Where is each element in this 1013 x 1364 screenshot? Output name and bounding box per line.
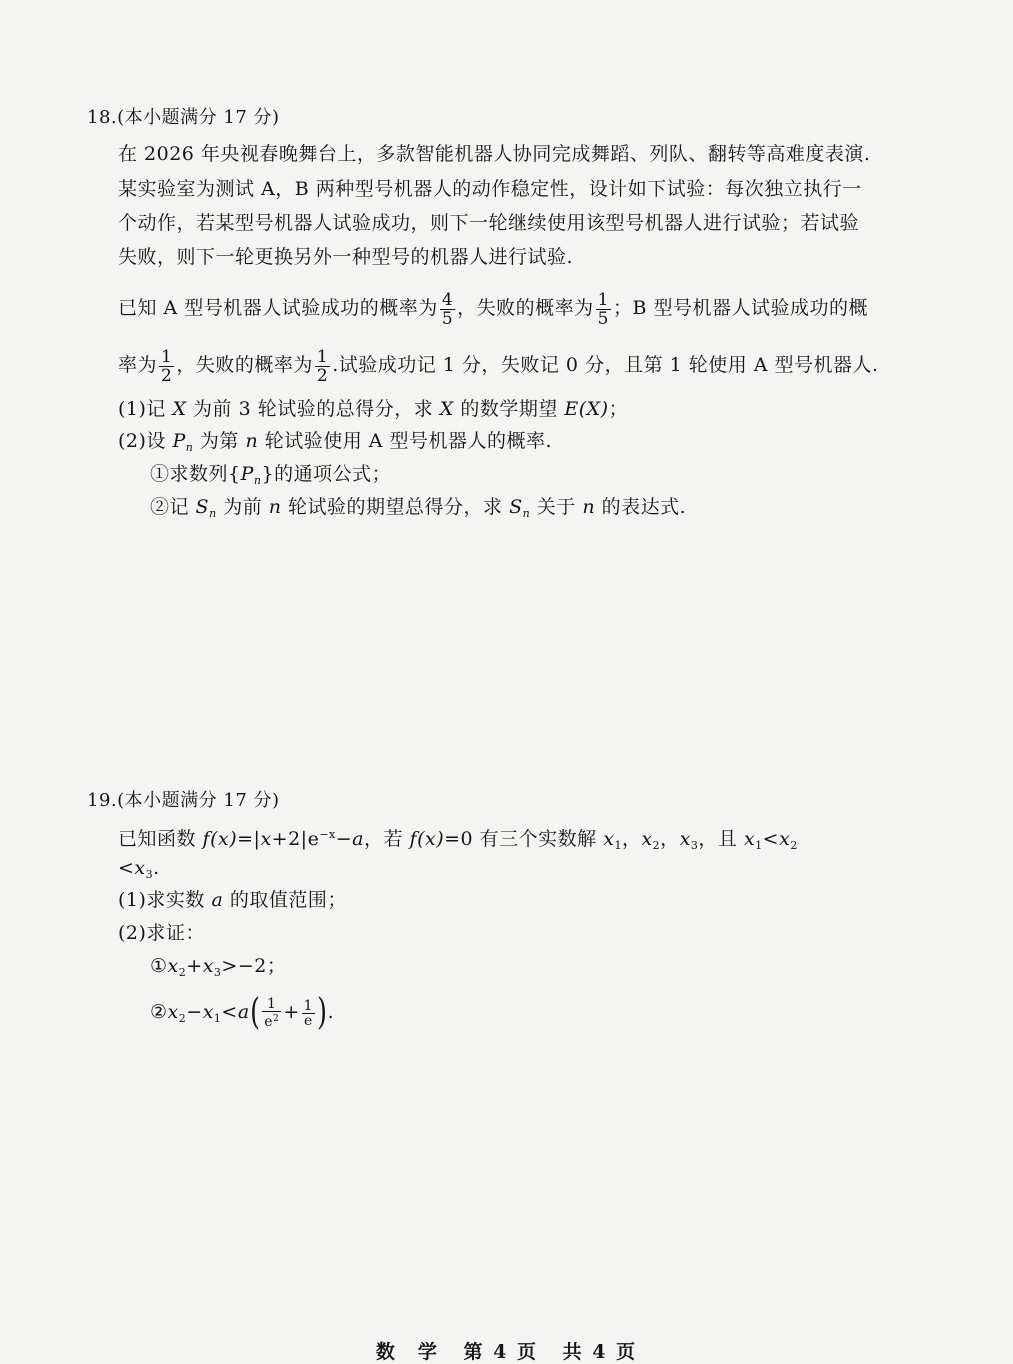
stem-line: $<x_3$. <box>118 857 160 881</box>
fraction: $\frac{1}{e}$ <box>303 997 314 1029</box>
page-footer <box>0 1337 1013 1364</box>
score-note: (本小题满分 17 分) <box>117 790 280 811</box>
fraction: $\frac{1}{2}$ <box>316 346 329 386</box>
part-2: (2)设 $P_n$ 为第 n 轮试验使用 A 型号机器人的概率. <box>118 430 553 454</box>
footer-page-total: 共 4 页 <box>562 1341 638 1363</box>
score-note: (本小题满分 17 分) <box>117 107 280 128</box>
question-18-header <box>87 105 280 131</box>
footer-subject: 数 学 <box>375 1341 439 1363</box>
part-1: (1)记 X 为前 3 轮试验的总得分，求 X 的数学期望 E(X)； <box>118 398 629 420</box>
part-2-1: $①x_2+x_3>-2$； <box>150 955 287 979</box>
stem-line: 已知函数 $f(x)=|x+2|e^{-x}-a$，若 f(x)=0 有三个实数解 $x_1$，$x_2$，$x_3$，且 $x_1<x_2$ <box>118 828 798 852</box>
stem-line: 失败，则下一轮更换另外一种型号的机器人进行试验. <box>118 246 574 268</box>
left-paren: ( <box>249 992 261 1033</box>
fraction: $\frac{1}{5}$ <box>597 289 609 329</box>
footer-page-number: 第 4 页 <box>463 1341 538 1363</box>
part-2-1: ①求数列$\{P_n\}$的通项公式； <box>150 463 392 487</box>
part-2: (2)求证： <box>118 922 205 944</box>
question-19-header <box>87 788 280 814</box>
stem-line: 某实验室为测试 A，B 两种型号机器人的动作稳定性，设计如下试验：每次独立执行一 <box>118 178 862 200</box>
fraction: $\frac{1}{e^2}$ <box>264 996 280 1030</box>
fraction: $\frac{1}{2}$ <box>161 346 173 386</box>
question-number: 18. <box>87 107 118 128</box>
stem-line: 个动作，若某型号机器人试验成功，则下一轮继续使用该型号机器人进行试验；若试验 <box>118 212 860 234</box>
part-2-2: ②记 $S_n$ 为前 n 轮试验的期望总得分，求 $S_n$ 关于 n 的表达式. <box>150 496 687 520</box>
probability-line-1: 已知 A 型号机器人试验成功的概率为 $\frac{4}{5}$ ，失败的概率为 $\frac{1}{5}$ ；B 型号机器人试验成功的概 <box>118 289 868 329</box>
part-2-2: $②x_2-x_1<a$( $\frac{1}{e^2}$ + $\frac{1}{e}$ ). <box>150 992 335 1033</box>
question-number: 19. <box>87 790 118 811</box>
stem-line: 在 2026 年央视春晚舞台上，多款智能机器人协同完成舞蹈、列队、翻转等高难度表演. <box>118 143 871 165</box>
fraction: $\frac{4}{5}$ <box>441 289 454 329</box>
right-paren: ) <box>317 992 328 1033</box>
probability-line-2: 率为 $\frac{1}{2}$ ，失败的概率为 $\frac{1}{2}$ .试验成功记 1 分，失败记 0 分，且第 1 轮使用 A 型号机器人. <box>118 346 879 386</box>
part-1: (1)求实数 a 的取值范围； <box>118 889 347 911</box>
